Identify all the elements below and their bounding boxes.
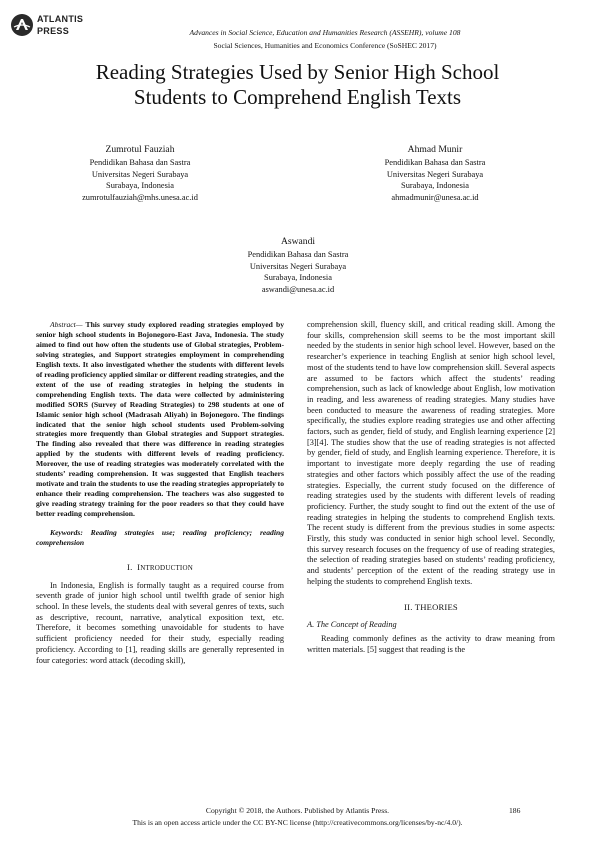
abstract-text: This survey study explored reading strategies employed by senior high school students in Bojonegoro-East Java, Indonesia. The study aimed to find out how often the students use of Global strategies, Problem-solving strategies, and Support strategies employment in comprehending English texts. It also investigated whether the students with different levels of reading proficiency applied similar or different reading strategies, and the extent of the use of reading strategies in helping the students in comprehending English texts. The data were collected by administering modified SORS (Survey of Reading Strategies) to 298 students at one of Islamic senior high school (Madrasah Aliyah) in Bojonegoro. The findings indicated that the senior high school students used Problem-solving strategies more frequently than Global strategies and Support strategies. The finding also revealed that there was difference in reading strategies applied by the students with different levels of reading proficiency. Moreover, the use of reading strategies was moderately correlated with the students’ reading comprehension. It was suggested that English teachers motivate and train the students to use the reading strategies appropriately to enhance their reading comprehension. The teachers was also suggested to give reading strategy training for the poor readers so that they could have better reading comprehension.	[36, 320, 284, 519]
author-name: Ahmad Munir	[407, 144, 463, 155]
author-city: Surabaya, Indonesia	[106, 181, 174, 191]
author-city: Surabaya, Indonesia	[264, 273, 332, 283]
left-column	[36, 320, 284, 666]
subsection-heading-concept-of-reading: A. The Concept of Reading	[307, 620, 397, 630]
author-block-2	[355, 143, 515, 203]
author-block-1	[60, 143, 220, 203]
introduction-paragraph-2: comprehension skill, fluency skill, and critical reading skill. Among the four skills, comprehension skill seems to be the most important skill needed by the students in senior high school level. However, based on the researcher’s experience in teaching English at senior high school level, most of the students tend to have low comprehension skill. Several aspects are assumed to be factors which affect the students’ reading comprehension, such as lack of knowledge about English, low motivation in reading, and less awareness of reading strategies. Many studies have been conducted to measure the awareness of reading strategies. More specifically, the studies explore reading strategies use and other affecting factors, such as gender, field of study, and English learning experience [2][3][4]. The studies show that the use of reading strategies is not affected by gender, field of study, and English learning experience. Therefore, it is important to investigate more deeply regarding the use of reading strategies and other factors which possibly affect the use of the reading strategies. Especially, the current study focused on the difference of reading strategies used by the students with different levels of reading proficiency. Further, the study sought to find out the extent of the use of reading strategies in helping the students to comprehend English texts. The recent study is different from the previous studies in some aspects: Firstly, this study was conducted in senior high school level. Secondly, this survey research focuses on the frequency of use of reading strategies, the selection of reading strategies based on students’ reading proficiency, and students’ perception of the extent of the reading strategy use in helping the students to comprehend English texts.	[307, 320, 555, 586]
title-line-1: Reading Strategies Used by Senior High School	[95, 60, 500, 84]
title-line-2: Students to Comprehend English Texts	[133, 84, 462, 109]
section-heading-introduction: I. INTRODUCTION	[127, 561, 193, 572]
author-university: Universitas Negeri Surabaya	[249, 261, 347, 271]
author-department: Pendidikan Bahasa dan Sastra	[247, 250, 349, 259]
journal-header: Advances in Social Science, Education and Humanities Research (ASSEHR), volume 108	[189, 28, 461, 37]
license-notice: This is an open access article under the CC BY-NC license (http://creativecommons.org/licenses/by-nc/4.0/).	[132, 818, 463, 827]
author-university: Universitas Negeri Surabaya	[91, 169, 189, 179]
author-university: Universitas Negeri Surabaya	[386, 169, 484, 179]
conference-header: Social Sciences, Humanities and Economics Conference (SoSHEC 2017)	[213, 41, 437, 50]
author-department: Pendidikan Bahasa dan Sastra	[384, 158, 486, 167]
right-column	[307, 320, 555, 655]
author-email: ahmadmunir@unesa.ac.id	[391, 192, 479, 202]
keywords: Keywords: Reading strategies use; reading proficiency; reading comprehension	[36, 528, 284, 548]
logo-text-line1: ATLANTIS	[37, 14, 84, 24]
logo-text-line2: PRESS	[37, 26, 70, 36]
author-email: aswandi@unesa.ac.id	[261, 284, 335, 294]
author-name: Aswandi	[280, 236, 316, 247]
theories-paragraph-1: Reading commonly defines as the activity to draw meaning from written materials. [5] suggest that reading is the	[307, 633, 555, 654]
page-number: 186	[509, 806, 521, 815]
copyright-notice: Copyright © 2018, the Authors. Published by Atlantis Press.	[205, 806, 390, 815]
author-email: zumrotulfauziah@mhs.unesa.ac.id	[82, 192, 198, 202]
introduction-paragraph-1: In Indonesia, English is formally taught as a required course from seventh grade of junior high school until twelfth grade of senior high school. In these levels, the students deal with several genres of texts, such as descriptive, recount, narrative, analytical exposition text, etc. Therefore, it becomes something unavoidable for students to have sufficient proficiency needed for their study, especially reading proficiency. According to [1], reading skills are generally represented in four categories: word attack (decoding skill),	[36, 580, 284, 665]
author-name: Zumrotul Fauziah	[105, 144, 175, 155]
author-block-3	[218, 235, 378, 295]
author-city: Surabaya, Indonesia	[401, 181, 469, 191]
publisher-logo	[10, 11, 90, 41]
atlantis-press-logo-icon	[10, 13, 34, 37]
abstract	[36, 320, 284, 519]
author-department: Pendidikan Bahasa dan Sastra	[89, 158, 191, 167]
section-heading-theories: II. THEORIES	[404, 601, 458, 612]
abstract-label: Abstract—	[50, 320, 83, 329]
paper-title	[40, 60, 555, 109]
